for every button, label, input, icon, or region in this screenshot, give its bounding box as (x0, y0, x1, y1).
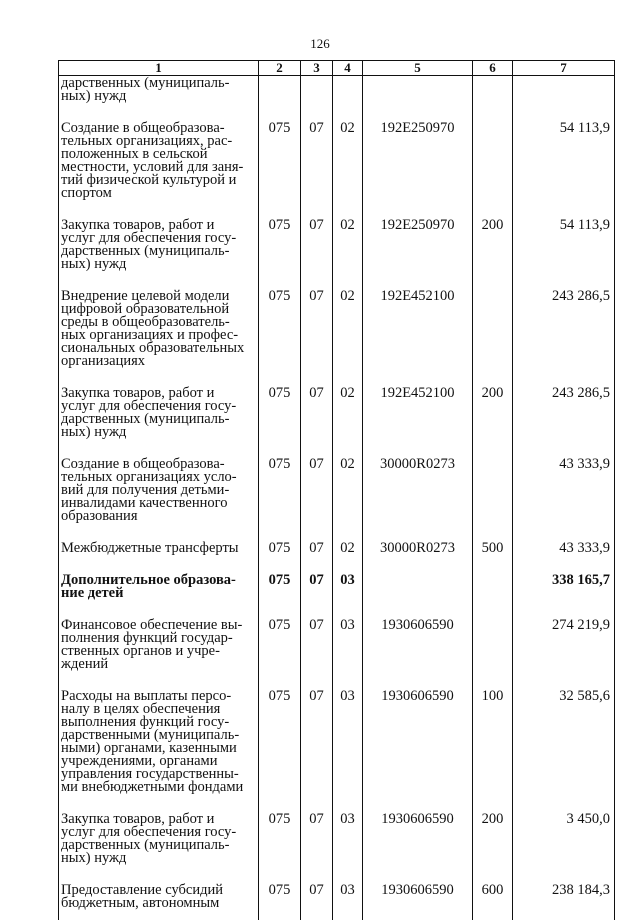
row-code-subsection: 02 (333, 458, 363, 542)
header-col-1: 1 (59, 61, 259, 76)
row-name: Внедрение целевой модели цифровой образовательной среды в общеобразователь- ных организациях и профес- сиональных образовательных организациях (59, 290, 259, 387)
row-code-target (363, 76, 473, 123)
row-code-target: 30000R0273 (363, 542, 473, 574)
row-code-admin: 075 (259, 290, 301, 387)
row-code-target: 192E452100 (363, 387, 473, 458)
row-code-section: 07 (301, 542, 333, 574)
row-amount: 274 219,9 (513, 619, 615, 690)
row-code-expense-type (473, 574, 513, 619)
row-name: Дополнительное образова- ние детей (59, 574, 259, 619)
row-amount: 238 184,3 (513, 884, 615, 920)
row-amount: 3 450,0 (513, 813, 615, 884)
row-code-admin: 075 (259, 690, 301, 813)
row-name: Создание в общеобразова- тельных организациях усло- вий для получения детьми- инвалидами качественного образования (59, 458, 259, 542)
row-code-expense-type (473, 290, 513, 387)
header-col-6: 6 (473, 61, 513, 76)
row-code-section: 07 (301, 122, 333, 219)
row-amount: 338 165,7 (513, 574, 615, 619)
table-row (59, 76, 615, 123)
row-amount: 43 333,9 (513, 458, 615, 542)
table-row (59, 122, 615, 219)
row-name: дарственных (муниципаль- ных) нужд (59, 76, 259, 123)
row-code-subsection: 02 (333, 290, 363, 387)
budget-table (58, 60, 615, 920)
row-code-expense-type (473, 122, 513, 219)
row-code-subsection: 03 (333, 619, 363, 690)
header-col-3: 3 (301, 61, 333, 76)
row-code-admin: 075 (259, 884, 301, 920)
row-code-subsection: 02 (333, 542, 363, 574)
row-code-admin: 075 (259, 813, 301, 884)
row-code-admin: 075 (259, 574, 301, 619)
page-number: 126 (0, 36, 640, 52)
table-body (59, 76, 615, 920)
row-amount: 32 585,6 (513, 690, 615, 813)
row-code-section: 07 (301, 458, 333, 542)
table-row (59, 290, 615, 387)
row-code-expense-type (473, 458, 513, 542)
row-name: Закупка товаров, работ и услуг для обеспечения госу- дарственных (муниципаль- ных) нужд (59, 387, 259, 458)
row-code-target (363, 574, 473, 619)
row-name: Предоставление субсидий бюджетным, автономным (59, 884, 259, 920)
table-row (59, 884, 615, 920)
row-code-admin: 075 (259, 542, 301, 574)
table-row (59, 574, 615, 619)
header-col-7: 7 (513, 61, 615, 76)
table-row (59, 542, 615, 574)
row-code-target: 1930606590 (363, 884, 473, 920)
row-code-expense-type: 200 (473, 813, 513, 884)
row-code-admin: 075 (259, 387, 301, 458)
row-code-section (301, 76, 333, 123)
row-code-section: 07 (301, 690, 333, 813)
row-code-admin: 075 (259, 122, 301, 219)
row-amount: 54 113,9 (513, 122, 615, 219)
row-code-expense-type: 500 (473, 542, 513, 574)
row-code-target: 192E250970 (363, 219, 473, 290)
row-name: Финансовое обеспечение вы- полнения функций государ- ственных органов и учре- ждений (59, 619, 259, 690)
row-code-subsection: 03 (333, 574, 363, 619)
row-code-section: 07 (301, 813, 333, 884)
row-amount: 54 113,9 (513, 219, 615, 290)
table-header-row (59, 61, 615, 76)
row-code-admin (259, 76, 301, 123)
row-code-expense-type: 600 (473, 884, 513, 920)
table-row (59, 690, 615, 813)
row-amount: 243 286,5 (513, 290, 615, 387)
row-code-subsection: 03 (333, 690, 363, 813)
row-code-subsection: 02 (333, 219, 363, 290)
row-code-expense-type: 100 (473, 690, 513, 813)
row-amount: 243 286,5 (513, 387, 615, 458)
row-code-target: 30000R0273 (363, 458, 473, 542)
header-col-4: 4 (333, 61, 363, 76)
row-code-subsection: 02 (333, 122, 363, 219)
row-code-expense-type: 200 (473, 219, 513, 290)
row-code-section: 07 (301, 290, 333, 387)
row-code-expense-type (473, 619, 513, 690)
row-code-section: 07 (301, 574, 333, 619)
row-code-admin: 075 (259, 219, 301, 290)
row-code-expense-type (473, 76, 513, 123)
row-code-admin: 075 (259, 619, 301, 690)
row-code-admin: 075 (259, 458, 301, 542)
row-code-section: 07 (301, 884, 333, 920)
row-code-target: 1930606590 (363, 619, 473, 690)
row-name: Расходы на выплаты персо- налу в целях обеспечения выполнения функций госу- дарственными (муниципаль- ными) органами, казенными учреждениями, органами управления государственны- ми внебюджетными фондами (59, 690, 259, 813)
header-col-5: 5 (363, 61, 473, 76)
table-row (59, 219, 615, 290)
row-code-target: 192E250970 (363, 122, 473, 219)
row-code-subsection (333, 76, 363, 123)
table-row (59, 458, 615, 542)
row-code-target: 1930606590 (363, 813, 473, 884)
row-name: Межбюджетные трансферты (59, 542, 259, 574)
row-code-section: 07 (301, 387, 333, 458)
header-col-2: 2 (259, 61, 301, 76)
row-amount: 43 333,9 (513, 542, 615, 574)
row-code-section: 07 (301, 219, 333, 290)
row-amount (513, 76, 615, 123)
table-row (59, 387, 615, 458)
row-name: Создание в общеобразова- тельных организациях, рас- положенных в сельской местности, условий для заня- тий физической культурой и спортом (59, 122, 259, 219)
row-name: Закупка товаров, работ и услуг для обеспечения госу- дарственных (муниципаль- ных) нужд (59, 219, 259, 290)
row-code-expense-type: 200 (473, 387, 513, 458)
row-code-subsection: 03 (333, 884, 363, 920)
row-code-target: 1930606590 (363, 690, 473, 813)
row-code-subsection: 03 (333, 813, 363, 884)
row-name: Закупка товаров, работ и услуг для обеспечения госу- дарственных (муниципаль- ных) нужд (59, 813, 259, 884)
row-code-target: 192E452100 (363, 290, 473, 387)
row-code-section: 07 (301, 619, 333, 690)
row-code-subsection: 02 (333, 387, 363, 458)
table-row (59, 619, 615, 690)
table-row (59, 813, 615, 884)
